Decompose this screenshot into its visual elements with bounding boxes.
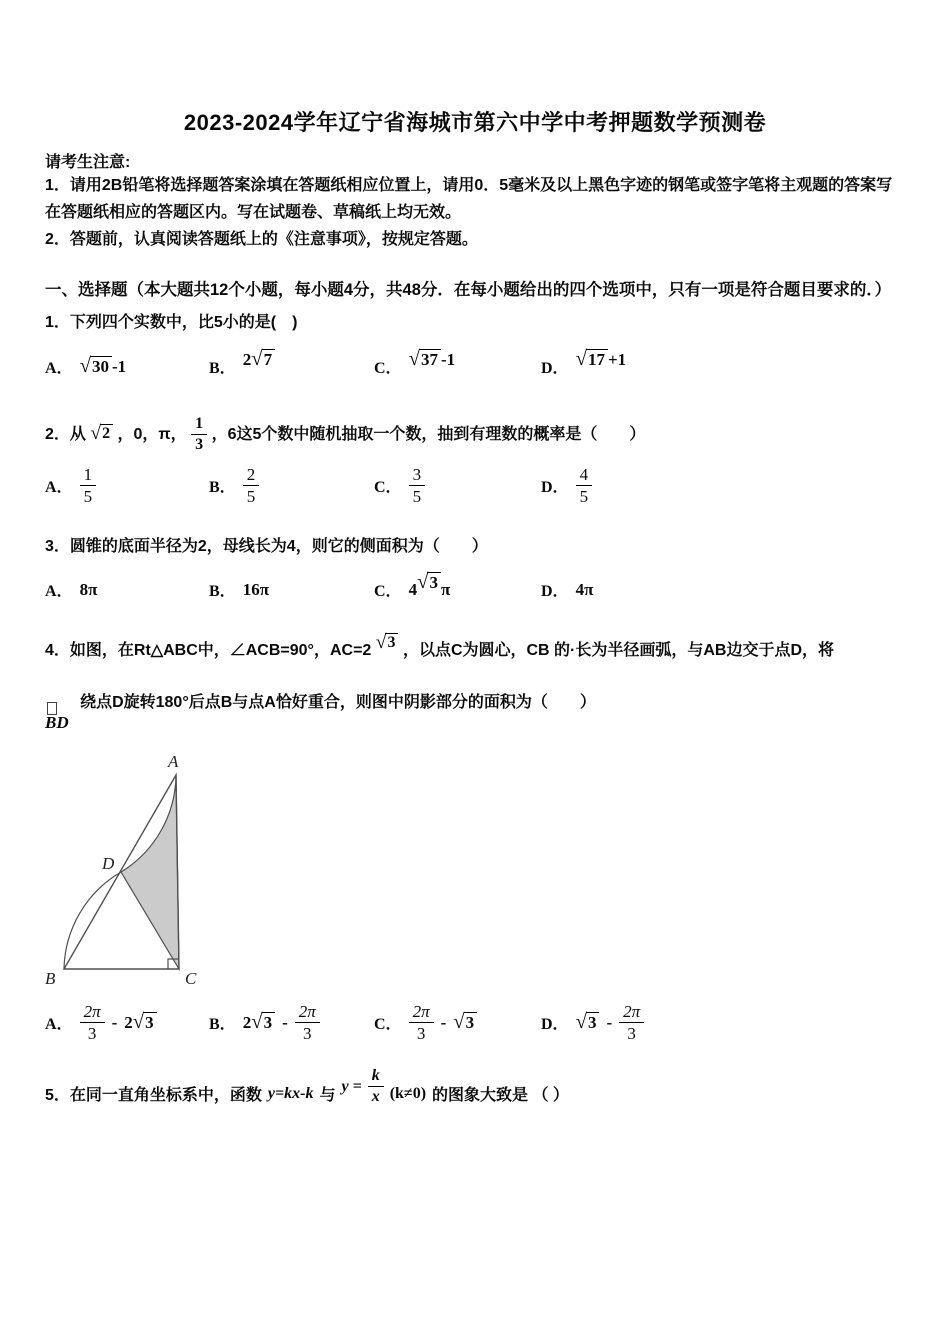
denominator: 5 [579,487,589,507]
denominator: 3 [195,436,204,454]
numerator: 2π [295,1002,320,1024]
stem-text: ，以点C为圆心，CB 的·长为半径画弧，与AB边交于点D，将 [402,641,835,659]
radicand: √ 3 [464,1012,478,1032]
operator: - [282,1012,288,1032]
numerator: 1 [80,465,97,487]
fraction [409,1002,434,1044]
denominator: 3 [303,1024,312,1044]
fraction [191,415,207,455]
q5-stem [45,1066,905,1114]
radicand: √ 3 [586,1012,600,1032]
q1-stem: 1．下列四个实数中，比5小的是( ) [45,314,298,331]
option-letter: C． [374,583,402,601]
coefficient: 2 [242,1013,252,1033]
numerator: 3 [409,465,426,487]
vertex-label-D: D [102,853,115,873]
numerator: 2π [619,1002,644,1024]
math-expression: 8π [79,579,98,599]
q3-option-c [374,569,541,611]
fraction [243,465,260,507]
q2-option-c [374,465,541,507]
fraction [619,1002,644,1044]
numerator: 2π [80,1002,105,1024]
radicand: √ 17 [586,349,608,369]
geometry-figure [39,747,259,987]
stem-text: 与 [319,1087,336,1105]
stem-text: 的图象大致是 （ ） [432,1087,569,1105]
sqrt-radical [251,1012,275,1033]
denominator: 5 [246,487,256,507]
operator: - [606,1012,613,1032]
math-prefix: 4 [408,580,418,600]
stem-text: 4．如图，在Rt△ABC中，∠ACB=90°，AC=2 [45,641,372,659]
option-letter: A． [45,359,73,377]
math-suffix: π [440,580,451,600]
denominator: 3 [87,1024,97,1044]
option-letter: D． [541,1016,569,1034]
numerator: 1 [191,415,207,435]
q4-option-d [541,1002,905,1044]
option-letter: B． [209,583,236,601]
numerator: 2π [409,1002,434,1024]
option-letter: B． [209,359,236,377]
radicand: √ 30 [90,356,112,376]
math-expression: 16π [242,579,270,599]
option-letter: B． [209,479,236,497]
sqrt-radical [376,633,399,653]
stem-text: 绕点D旋转180°后点B与点A恰好重合，则图中阴影部分的面积为（ ） [80,693,596,711]
math-expression [243,1012,275,1033]
option-letter: D． [541,359,569,377]
q1-option-c [374,345,541,387]
q1-option-a [45,345,209,387]
numerator: 2 [243,465,260,487]
math-expression [243,349,275,370]
q3-stem: 3．圆锥的底面半径为2，母线长为4，则它的侧面积为（ ） [45,537,488,555]
numerator: k [368,1067,384,1087]
sqrt-radical [409,349,441,370]
q4-option-b [209,1002,374,1044]
sqrt-radical [576,1012,600,1033]
q1-option-b [209,345,374,387]
stem-text: 5．在同一直角坐标系中，函数 [45,1087,262,1105]
condition-text: (k≠0) [389,1084,427,1102]
math-expression: 4π [575,579,594,599]
q2-options [45,465,905,507]
math-suffix: +1 [607,349,627,369]
radicand: √ 37 [419,349,441,369]
q2-stem [45,415,905,455]
notice-line-1: 1．请用2B铅笔将选择题答案涂填在答题纸相应位置上，请用0．5毫米及以上黑色字迹的钢笔或签字笔将主观题的答案写在答题纸相应的答题区内。写在试题卷、草稿纸上均无效。 [45,177,893,221]
math-expression [409,349,456,370]
q2-option-b [209,465,374,507]
denominator: 5 [412,487,422,507]
linear-function-expression: y=kx-k [267,1084,314,1102]
stem-text: 2．从 [45,426,86,444]
math-prefix: 2 [242,349,252,369]
denominator: 5 [83,487,93,507]
math-expression [408,573,451,600]
option-letter: C． [374,359,402,377]
q3-options [45,569,905,611]
q1-option-d [541,345,905,387]
q2-option-d [541,465,905,507]
math-expression [576,349,627,370]
fraction [409,465,426,507]
option-letter: C． [374,479,402,497]
radicand: √ 3 [262,1012,276,1032]
equation-lhs: y = [341,1077,362,1095]
coefficient: 2 [124,1013,133,1033]
section-heading: 一、选择题（本大题共12个小题，每小题4分，共48分．在每小题给出的四个选项中，只有一项是符合题目要求的．） [45,281,892,299]
q4-options [45,1002,905,1044]
operator: - [440,1012,447,1032]
math-expression [576,1012,600,1033]
option-letter: A． [45,583,73,601]
option-letter: A． [45,1016,73,1034]
arc-BD-symbol [45,702,69,731]
vertex-label-A: A [168,751,179,771]
sqrt-radical [453,1012,477,1033]
notice-line-2: 2．答题前，认真阅读答题纸上的《注意事项》，按规定答题。 [45,231,478,248]
denominator: x [371,1088,380,1106]
sqrt-radical [133,1012,157,1033]
notice-heading: 请考生注意: [45,154,131,171]
q3-option-b [209,569,374,611]
math-expression [80,356,127,377]
radicand: √ 7 [262,349,276,369]
page-title: 2023-2024学年辽宁省海城市第六中学中考押题数学预测卷 [183,110,767,135]
option-letter: D． [541,479,569,497]
option-letter: B． [209,1016,236,1034]
radicand: √ 3 [385,633,398,652]
fraction [576,465,593,507]
math-suffix: -1 [440,349,456,369]
fraction [295,1002,320,1044]
numerator: 4 [576,465,593,487]
stem-text: ，6这5个数中随机抽取一个数，抽到有理数的概率是（ ） [211,426,646,444]
math-suffix: -1 [111,356,127,376]
fraction [368,1067,384,1107]
q1-options [45,345,905,387]
sqrt-radical [80,356,112,377]
option-letter: A． [45,479,73,497]
radicand: √ 3 [143,1012,157,1032]
fraction [80,1002,105,1044]
q4-figure [39,747,905,992]
option-letter: D． [541,583,569,601]
q4-option-c [374,1002,541,1044]
denominator: 3 [416,1024,426,1044]
q4-option-a [45,1002,209,1044]
sqrt-radical [251,349,275,370]
stem-text: ，0，π， [117,426,187,444]
math-expression [124,1012,156,1033]
vertex-label-B: B [45,968,56,987]
q3-option-d [541,569,905,611]
shaded-region [121,775,179,969]
q4-stem-line-1 [45,633,905,663]
radicand: √ 2 [100,424,113,443]
q3-option-a [45,569,209,611]
fraction [80,465,97,507]
sqrt-radical [90,424,113,444]
sqrt-radical [417,572,441,593]
option-letter: C． [374,1016,402,1034]
vertex-label-C: C [185,968,197,987]
denominator: 3 [627,1024,636,1044]
sqrt-radical [576,349,608,370]
radicand: √ 3 [427,572,441,592]
math-expression [453,1012,477,1033]
arc-label: BD [45,712,69,732]
q4-stem-line-2 [45,691,905,731]
q2-option-a [45,465,209,507]
operator: - [111,1012,118,1032]
